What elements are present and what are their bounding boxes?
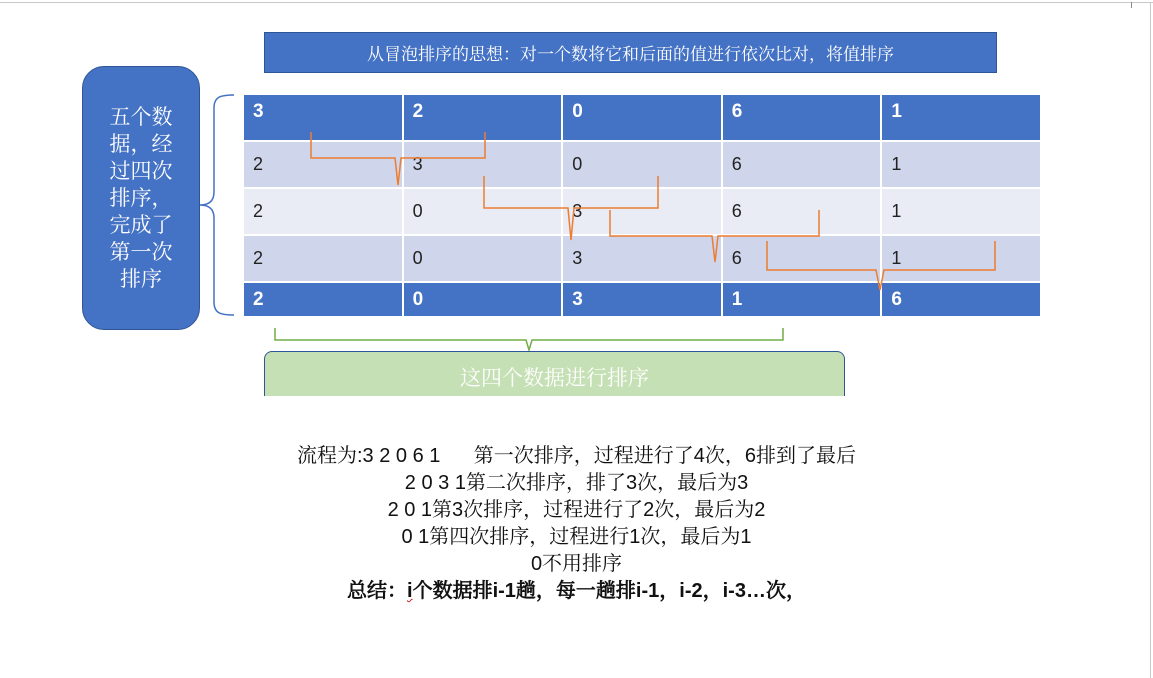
table-cell: 6 [881,282,1041,317]
process-notes [0,443,1153,605]
table-cell: 0 [562,141,722,188]
table-cell: 3 [562,235,722,282]
table-cell: 2 [243,188,403,235]
four-data-text: 这四个数据进行排序 [460,367,649,390]
note-line-4: 0 1第四次排序，过程进行1次，最后为1 [401,526,752,548]
table-cell: 3 [562,188,722,235]
table-cell: 1 [881,94,1041,141]
table-cell: 2 [243,235,403,282]
table-cell: 0 [562,94,722,141]
note-line-3: 2 0 1第3次排序，过程进行了2次，最后为2 [387,499,766,521]
compare-bracket-4 [767,241,995,290]
compare-bracket-2 [484,176,658,240]
table-cell: 2 [403,94,563,141]
table-cell: 1 [881,235,1041,282]
summary-prefix: 总结： [347,580,408,602]
table-cell: 2 [243,282,403,317]
table-cell: 6 [722,94,882,141]
note-line-2: 2 0 3 1第二次排序，排了3次，最后为3 [404,472,749,494]
table-cell: 1 [881,141,1041,188]
table-cell: 6 [722,141,882,188]
table-cell: 3 [243,94,403,141]
summary-rest: 个数据排i-1趟，每一趟排i-1，i-2，i-3…次， [412,580,806,602]
summary-line [0,578,1153,605]
table-cell: 3 [562,282,722,317]
table-cell: 3 [403,141,563,188]
side-label-text: 五个数据，经过四次排序，完成了第一次排序 [109,105,173,291]
table-cell: 0 [403,188,563,235]
four-data-box [264,351,845,396]
table-cell: 6 [722,235,882,282]
summary-i: i [407,580,413,602]
note-line-1: 流程为:3 2 0 6 1 第一次排序，过程进行了4次，6排到了最后 [297,445,856,467]
table-cell: 1 [881,188,1041,235]
table-cell: 0 [403,282,563,317]
table-cell: 6 [722,188,882,235]
compare-bracket-3 [610,210,819,262]
table-cell: 0 [403,235,563,282]
green-bracket [275,328,783,350]
table-cell: 1 [722,282,882,317]
table-cell: 2 [243,141,403,188]
note-line-5: 0不用排序 [530,553,623,575]
compare-bracket-1 [311,132,485,185]
left-curly-brace [200,95,234,315]
title-text: 从冒泡排序的思想：对一个数将它和后面的值进行依次比对，将值排序 [367,45,894,64]
